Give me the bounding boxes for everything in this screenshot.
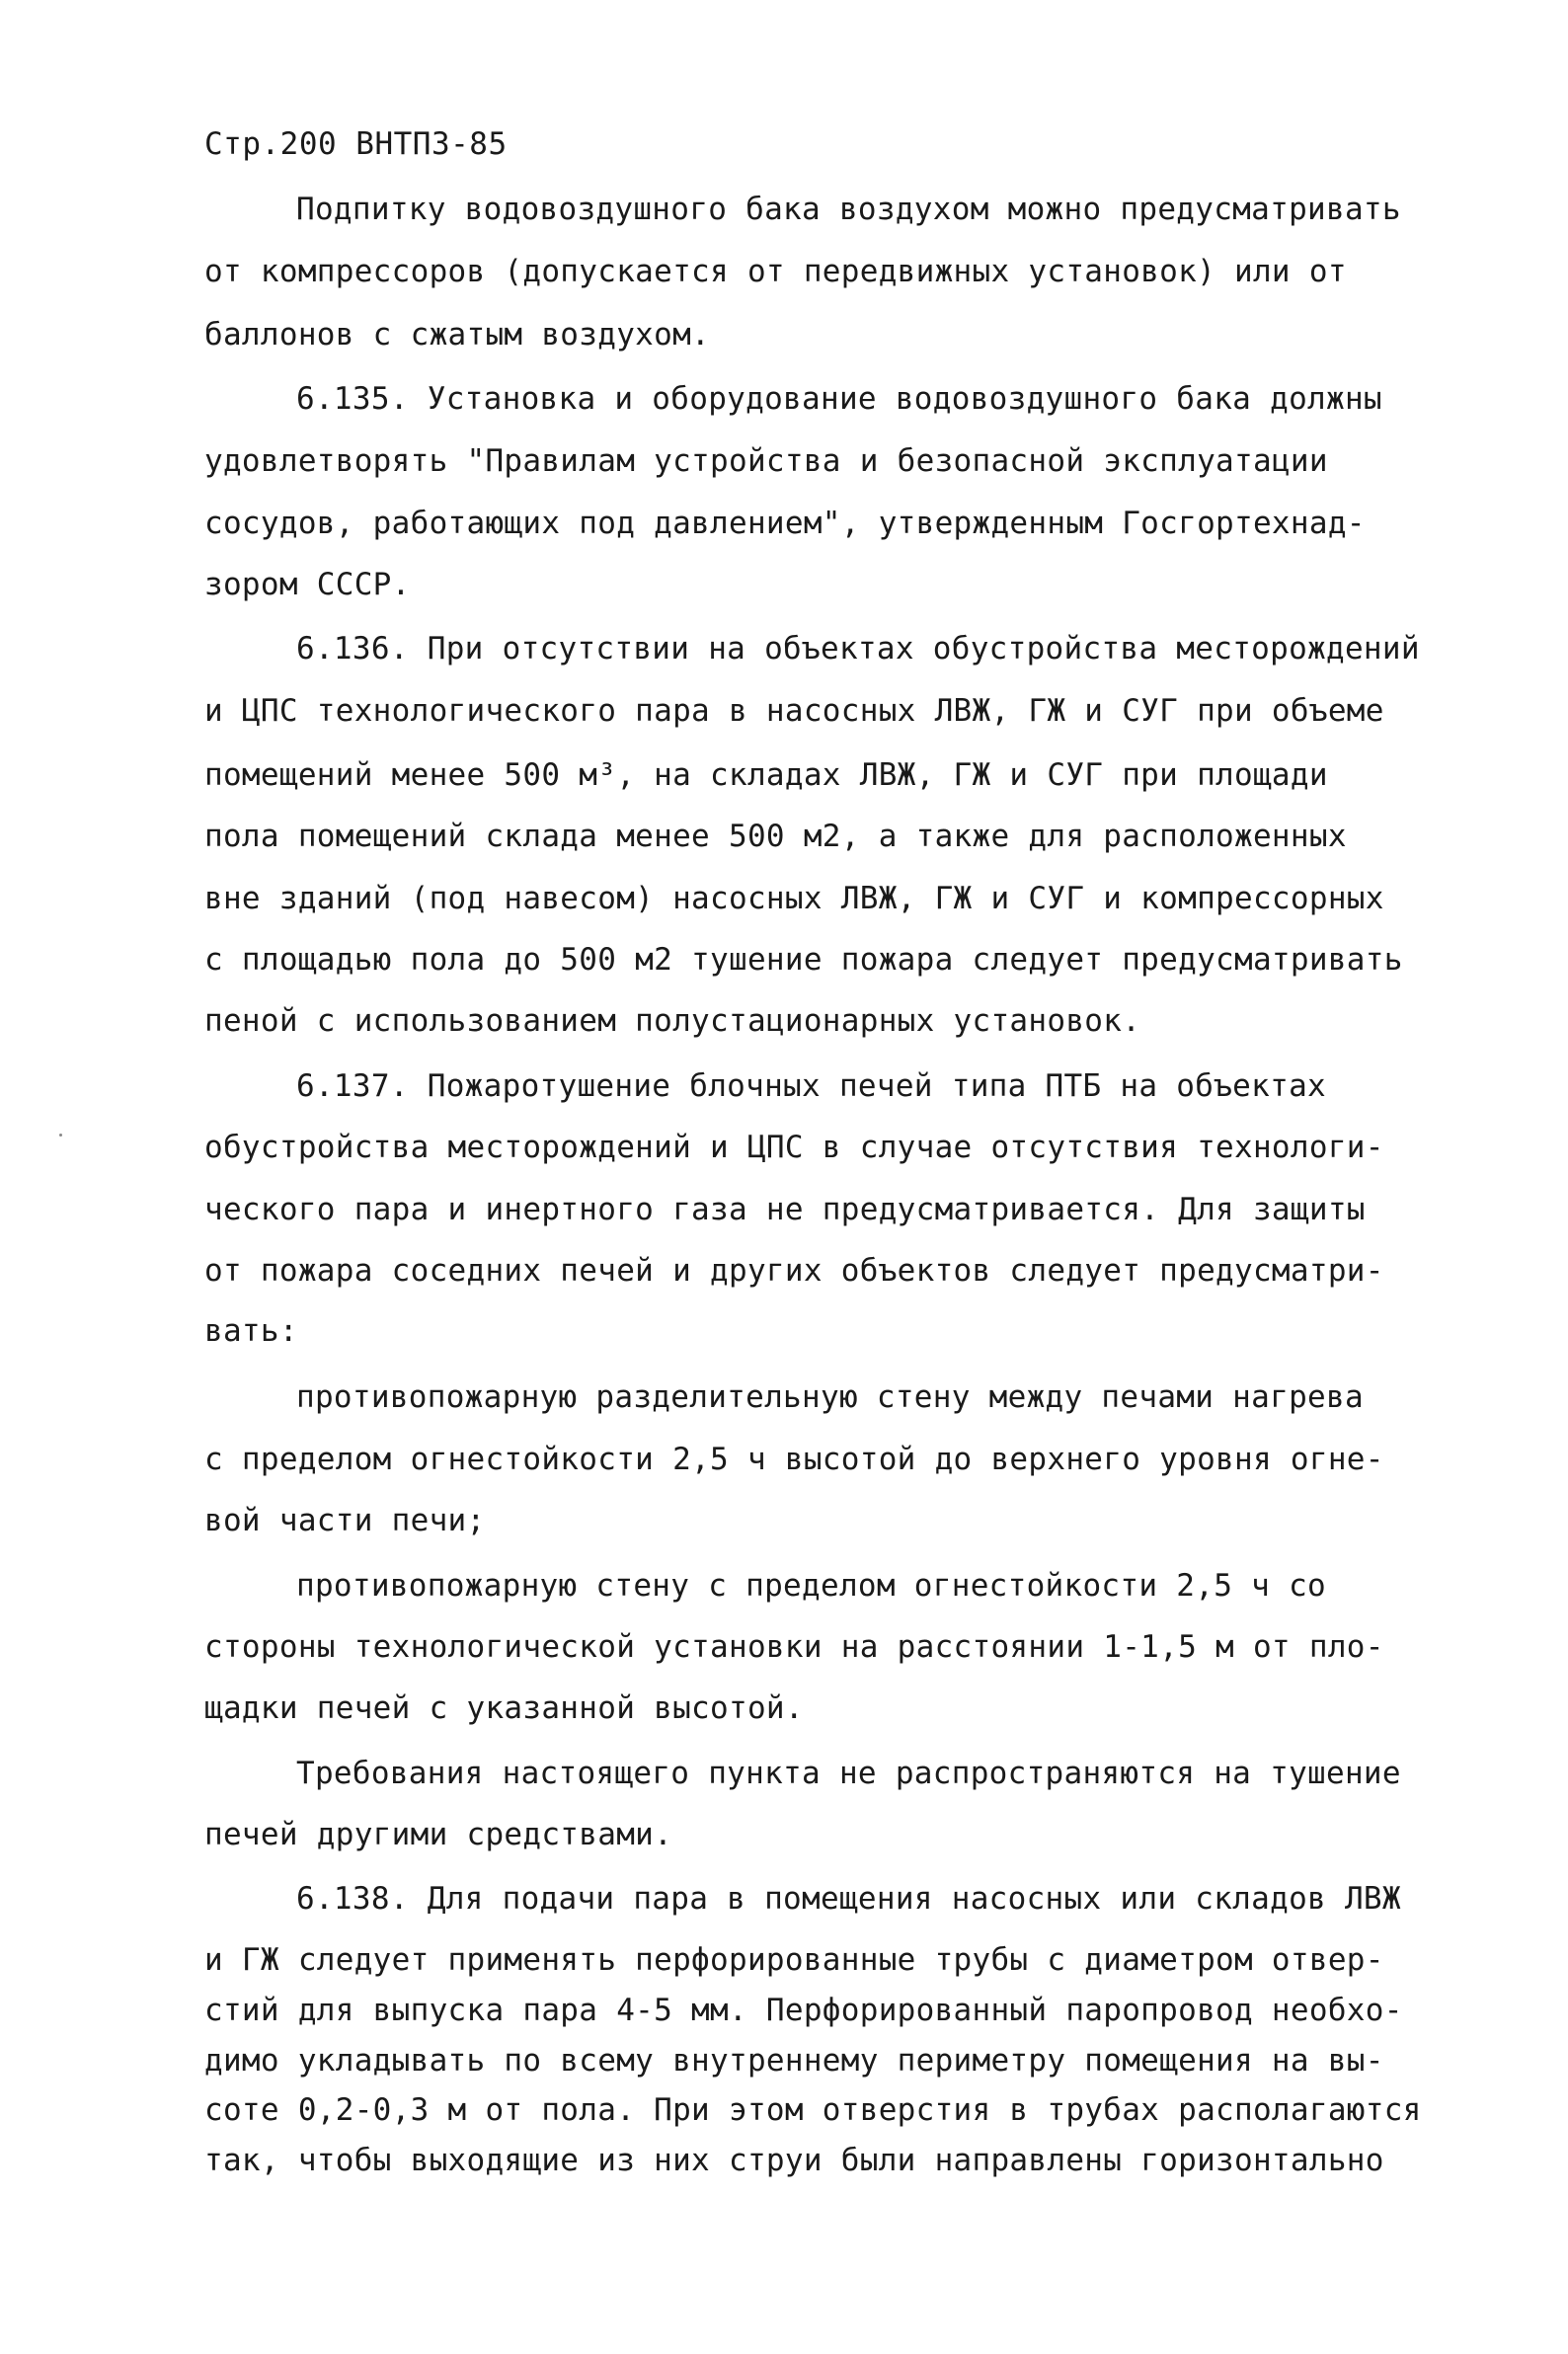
text-line: зором СССР. (204, 567, 411, 602)
text-line: стий для выпуска пара 4-5 мм. Перфорированный паропровод необхо- (204, 1993, 1403, 2028)
text-line: и ГЖ следует применять перфорированные трубы с диаметром отвер- (204, 1942, 1384, 1978)
text-line: пеной с использованием полустационарных установок. (204, 1003, 1141, 1039)
text-line: удовлетворять "Правилам устройства и безопасной эксплуатации (204, 443, 1328, 479)
text-line: 6.138. Для подачи пара в помещения насосных или складов ЛВЖ (296, 1881, 1401, 1917)
text-line: 6.137. Пожаротушение блочных печей типа ПТБ на объектах (296, 1068, 1326, 1104)
text-line: ческого пара и инертного газа не предусматривается. Для защиты (204, 1192, 1366, 1227)
text-line: баллонов с сжатым воздухом. (204, 317, 711, 353)
text-line: с площадью пола до 500 м2 тушение пожара следует предусматривать (204, 942, 1403, 978)
text-line: щадки печей с указанной высотой. (204, 1690, 804, 1726)
text-line: димо укладывать по всему внутреннему периметру помещения на вы- (204, 2043, 1384, 2079)
text-line: от компрессоров (допускается от передвижных установок) или от (204, 254, 1347, 289)
text-line: вне зданий (под навесом) насосных ЛВЖ, ГЖ и СУГ и компрессорных (204, 881, 1384, 916)
text-line: противопожарную разделительную стену между печами нагрева (296, 1379, 1364, 1415)
text-line: и ЦПС технологического пара в насосных ЛВЖ, ГЖ и СУГ при объеме (204, 693, 1384, 729)
text-line: вать: (204, 1313, 298, 1349)
text-line: так, чтобы выходящие из них струи были направлены горизонтально (204, 2143, 1384, 2178)
text-line: сосудов, работающих под давлением", утвержденным Госгортехнад- (204, 506, 1366, 541)
text-line: Подпитку водовоздушного бака воздухом можно предусматривать (296, 192, 1401, 227)
text-line: вой части печи; (204, 1503, 486, 1538)
scan-speck (59, 1134, 62, 1137)
text-line: Требования настоящего пункта не распространяются на тушение (296, 1756, 1401, 1791)
text-line: обустройства месторождений и ЦПС в случае отсутствия технологи- (204, 1130, 1384, 1165)
text-line: печей другими средствами. (204, 1817, 673, 1852)
text-line: 6.136. При отсутствии на объектах обустройства месторождений (296, 631, 1420, 667)
text-line: от пожара соседних печей и других объектов следует предусматри- (204, 1253, 1384, 1289)
page-header: Стр.200 ВНТП3-85 (204, 126, 508, 162)
text-line: противопожарную стену с пределом огнестойкости 2,5 ч со (296, 1568, 1326, 1604)
text-line: 6.135. Установка и оборудование водовоздушного бака должны (296, 381, 1382, 417)
text-line: пола помещений склада менее 500 м2, а также для расположенных (204, 819, 1347, 854)
text-line: помещений менее 500 м³, на складах ЛВЖ, ГЖ и СУГ при площади (204, 757, 1328, 793)
text-line: соте 0,2-0,3 м от пола. При этом отверстия в трубах располагаются (204, 2092, 1422, 2128)
text-line: стороны технологической установки на расстоянии 1-1,5 м от пло- (204, 1629, 1384, 1665)
text-line: с пределом огнестойкости 2,5 ч высотой до верхнего уровня огне- (204, 1442, 1384, 1477)
